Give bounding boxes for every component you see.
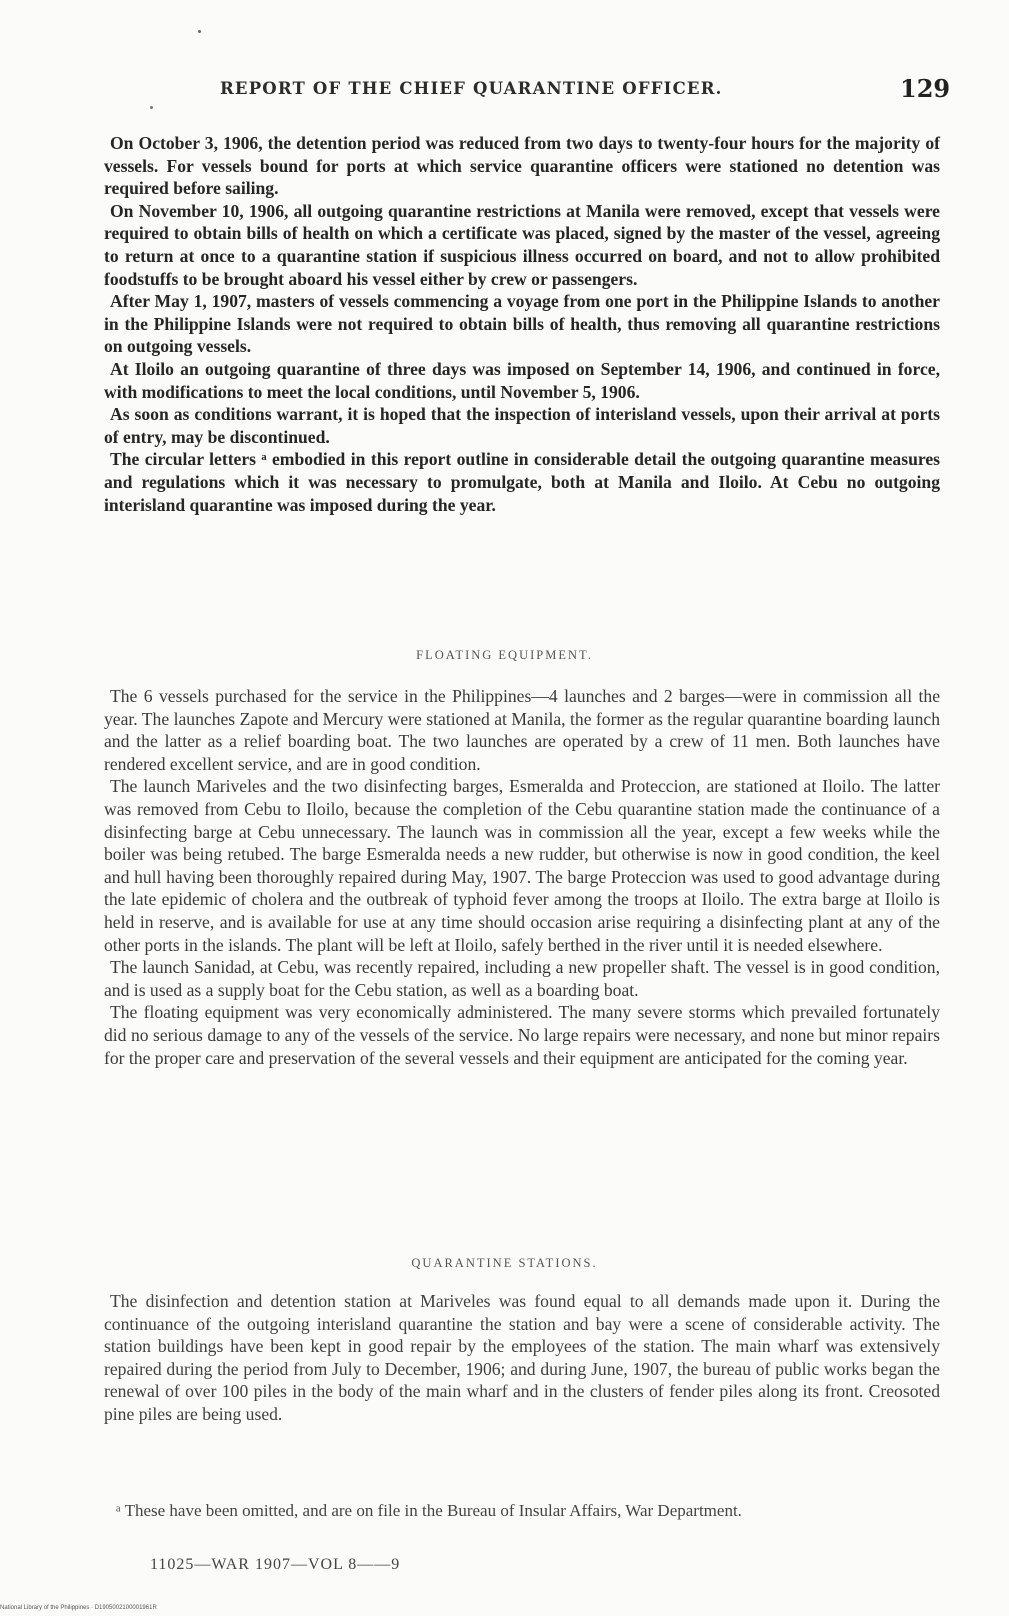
paragraph: After May 1, 1907, masters of vessels commencing a voyage from one port in the Philippine Islands to another in the Philippine Islands were not required to obtain bills of health, thus removing all quarantine restrictions on outgoing vessels. (104, 291, 940, 357)
paragraph: The circular letters ᵃ embodied in this report outline in considerable detail the outgoing quarantine measures and regulations which it was necessary to promulgate, both at Manila and Iloilo. At Cebu no outgoing interisland quarantine was imposed during the year. (104, 449, 940, 515)
paragraph: As soon as conditions warrant, it is hoped that the inspection of interisland vessels, upon their arrival at ports of entry, may be discontinued. (104, 404, 940, 447)
paragraph: The launch Mariveles and the two disinfecting barges, Esmeralda and Proteccion, are stationed at Iloilo. The latter was removed from Cebu to Iloilo, because the completion of the Cebu quarantine station made the continuance of a disinfecting barge at Cebu unnecessary. The launch was in commission all the year, except a few weeks while the boiler was being retubed. The barge Esmeralda needs a new rudder, but otherwise is now in good condition, the keel and hull having been thoroughly repaired during May, 1907. The barge Proteccion was used to good advantage during the late epidemic of cholera and the outbreak of typhoid fever among the troops at Iloilo. The extra barge at Iloilo is held in reserve, and is available for use at any time should occasion arise requiring a disinfecting plant at any of the other ports in the islands. The plant will be left at Iloilo, safely berthed in the river until it is needed elsewhere. (104, 776, 940, 955)
section-heading-floating-equipment: FLOATING EQUIPMENT. (416, 648, 593, 662)
paragraph: The launch Sanidad, at Cebu, was recently repaired, including a new propeller shaft. The vessel is in good condition, and is used as a supply boat for the Cebu station, as well as a boarding boat. (104, 957, 940, 1000)
scan-speck (150, 106, 153, 109)
paragraph: On November 10, 1906, all outgoing quarantine restrictions at Manila were removed, except that vessels were required to obtain bills of health on which a certificate was placed, signed by the master of the vessel, agreeing to return at once to a quarantine station if suspicious illness occurred on board, and not to allow prohibited foodstuffs to be brought aboard his vessel either by crew or passengers. (104, 200, 940, 289)
floating-equipment-section (104, 685, 940, 1069)
section-heading-quarantine-stations: QUARANTINE STATIONS. (411, 1256, 598, 1270)
scan-speck (198, 30, 201, 33)
paragraph: The 6 vessels purchased for the service in the Philippines—4 launches and 2 barges—were in commission all the year. The launches Zapote and Mercury were stationed at Manila, the former as the regular quarantine boarding launch and the latter as a relief boarding boat. The two launches are operated by a crew of 11 men. Both launches have rendered excellent service, and are in good condition. (104, 686, 940, 774)
running-title: REPORT OF THE CHIEF QUARANTINE OFFICER. (220, 79, 723, 98)
paragraph: The floating equipment was very economically administered. The many severe storms which prevailed fortunately did no serious damage to any of the vessels of the service. No large repairs were necessary, and none but minor repairs for the proper care and preservation of the several vessels and their equipment are anticipated for the coming year. (104, 1002, 940, 1068)
paragraph: On October 3, 1906, the detention period was reduced from two days to twenty-four hours for the majority of vessels. For vessels bound for ports at which service quarantine officers were stationed no detention was required before sailing. (104, 133, 940, 199)
scan-credit: National Library of the Philippines · D1905002100001961R (0, 1605, 157, 1611)
footnote (104, 1500, 940, 1522)
paragraph: At Iloilo an outgoing quarantine of three days was imposed on September 14, 1906, and continued in force, with modifications to meet the local conditions, until November 5, 1906. (104, 358, 940, 402)
page-number: 129 (900, 74, 951, 103)
paragraph: The disinfection and detention station at Mariveles was found equal to all demands made upon it. During the continuance of the outgoing interisland quarantine the station and bay were a scene of considerable activity. The station buildings have been kept in good repair by the employees of the station. The main wharf was extensively repaired during the period from July to December, 1906; and during June, 1907, the bureau of public works began the renewal of over 100 piles in the body of the main wharf and in the clusters of fender piles along its front. Creosoted pine piles are being used. (104, 1291, 940, 1424)
quarantine-stations-section (104, 1290, 940, 1426)
footnote-text: ᵃ These have been omitted, and are on file in the Bureau of Insular Affairs, War Department. (116, 1501, 742, 1520)
intro-section (104, 132, 940, 516)
print-signature-line: 11025—WAR 1907—VOL 8——9 (150, 1556, 401, 1573)
